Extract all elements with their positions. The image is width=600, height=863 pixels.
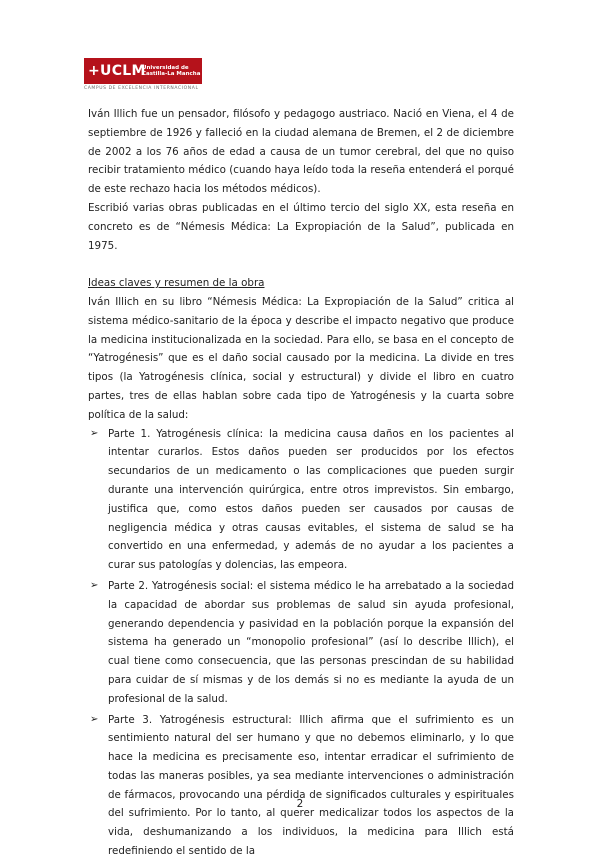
logo-subtitle <box>138 65 202 77</box>
logo-mark: +UCLM <box>88 63 146 79</box>
intro-paragraph-1: Iván Illich fue un pensador, filósofo y pedagogo austriaco. Nació en Viena, el 4 de septiembre de 1926 y falleció en la ciudad alemana de Bremen, el 2 de diciembre de 2002 a los 76 años de edad a causa de un tumor cerebral, del que no quiso recibir tratamiento médico (cuando haya leído toda la reseña entenderá el porqué de este rechazo hacia los métodos médicos). <box>88 108 514 196</box>
section-paragraph: Iván Illich en su libro “Némesis Médica: La Expropiación de la Salud” critica al sistema médico-sanitario de la época y describe el impacto negativo que produce la medicina institucionalizada en la sociedad. Para ello, se basa en el concepto de “Yatrogénesis” que es el daño social causado por la medicina. La divide en tres tipos (la Yatrogénesis clínica, social y estructural) y divide el libro en cuatro partes, tres de ellas hablan sobre cada tipo de Yatrogénesis y la cuarta sobre política de la salud: <box>88 295 514 421</box>
logo-sub-line1: Universidad de <box>142 65 189 71</box>
list-item-text: Parte 2. Yatrogénesis social: el sistema médico le ha arrebatado a la sociedad la capacidad de abordar sus problemas de salud sin ayuda profesional, generando dependencia y pasividad en la población porque la expansión del sistema ha generado un “monopolio profesional” (así lo describe Illich), el cual tiene como consecuencia, que las personas prescindan de su habilidad para cuidar de sí mismas y de los demás si no es mediante la ayuda de un profesional de la salud. <box>108 579 514 705</box>
intro-paragraph-2: Escribió varias obras publicadas en el último tercio del siglo XX, esta reseña en concreto es de “Némesis Médica: La Expropiación de la Salud”, publicada en 1975. <box>88 201 514 252</box>
list-item <box>88 711 514 861</box>
section-heading: Ideas claves y resumen de la obra <box>88 277 265 290</box>
arrow-bullet-icon: ➢ <box>90 427 99 439</box>
list-item-text: Parte 3. Yatrogénesis estructural: Illich afirma que el sufrimiento es un sentimiento natural del ser humano y que no debemos eliminarlo, y lo que hace la medicina es precisamente eso, intentar erradicar el sufrimiento de todas las maneras posibles, ya sea mediante intervenciones o administración de fármacos, provocando una pérdida de significados culturales y espirituales del sufrimiento. Por lo tanto, al querer medicalizar todos los aspectos de la vida, deshumanizando a los individuos, la medicina para Illich está redefiniendo el sentido de la <box>108 713 514 858</box>
logo-box <box>84 58 202 84</box>
document-body <box>88 105 514 863</box>
uclm-logo <box>84 58 202 92</box>
logo-sub-line2: Castilla-La Mancha <box>142 71 201 77</box>
page-number: 2 <box>296 798 304 810</box>
arrow-bullet-icon: ➢ <box>90 579 99 591</box>
logo-campus-text: CAMPUS DE EXCELENCIA INTERNACIONAL <box>84 86 199 91</box>
bullet-list <box>88 425 514 861</box>
list-item <box>88 425 514 575</box>
spacer <box>88 255 514 274</box>
list-item-text: Parte 1. Yatrogénesis clínica: la medicina causa daños en los pacientes al intentar curarlos. Estos daños pueden ser producidos por los efectos secundarios de un medicamento o las complicaciones que pueden surgir durante una intervención quirúrgica, entre otros imprevistos. Sin embargo, justifica que, como estos daños pueden ser causados por causas de negligencia médica y otras causas evitables, el sistema de salud se ha convertido en una enfermedad, y además de no ayudar a los pacientes a curar sus patologías y dolencias, las empeora. <box>108 427 514 572</box>
arrow-bullet-icon: ➢ <box>90 713 99 725</box>
list-item <box>88 577 514 709</box>
